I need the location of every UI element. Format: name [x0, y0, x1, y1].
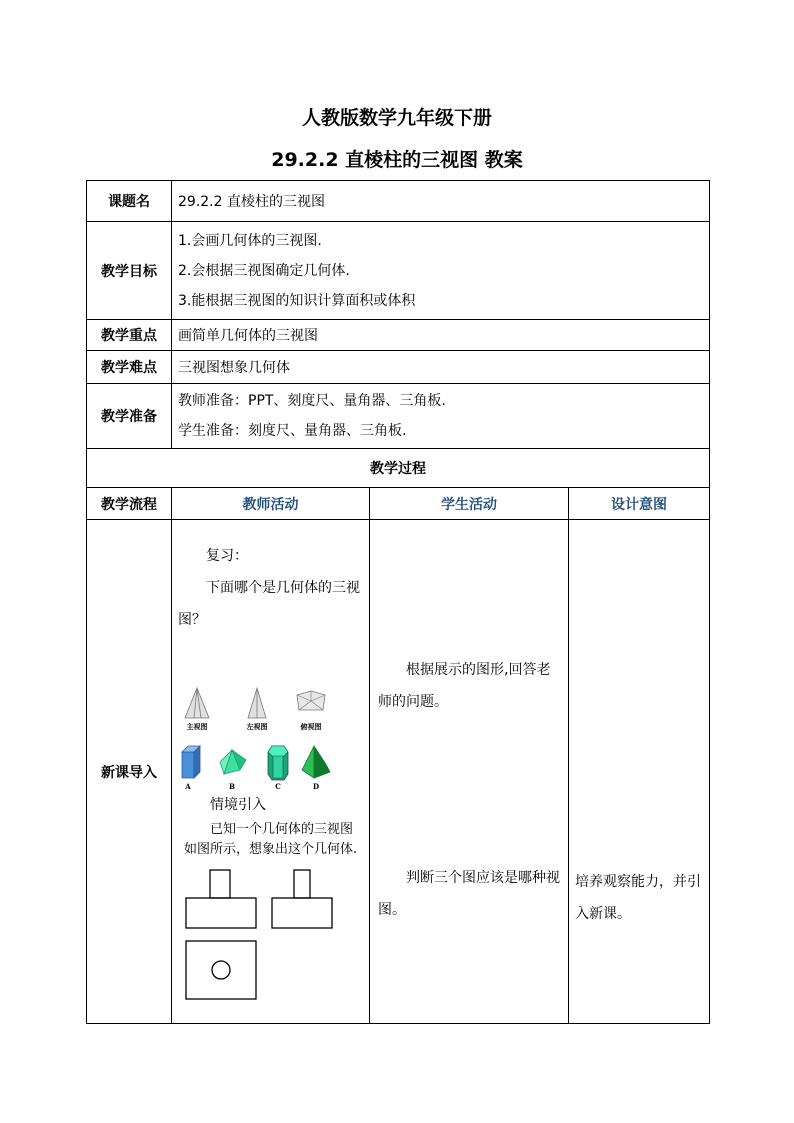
prep-label: 教学准备	[87, 384, 172, 449]
front-view-drawing-icon	[186, 870, 256, 928]
difficulty-label: 教学难点	[87, 351, 172, 384]
prep-item: 教师准备：PPT、刻度尺、量角器、三角板.	[178, 393, 446, 409]
solid-options-figure	[180, 744, 370, 792]
design-intent	[569, 520, 710, 1024]
prep-list	[172, 384, 710, 449]
header-student: 学生活动	[370, 488, 569, 520]
row-difficulty	[87, 351, 710, 384]
row-topic	[87, 181, 710, 222]
goal-item: 2.会根据三视图确定几何体.	[178, 262, 350, 279]
goal-item: 1.会画几何体的三视图.	[178, 232, 322, 249]
row-intro	[87, 520, 710, 1024]
student-answer-2: 判断三个图应该是哪种视图。	[378, 869, 560, 918]
row-key	[87, 320, 710, 351]
top-view-label: 俯视图	[300, 722, 322, 731]
row-prep	[87, 384, 710, 449]
top-view-drawing-icon	[186, 941, 256, 999]
option-b-pyramid-icon	[220, 750, 246, 774]
intent-text: 培养观察能力，并引入新课。	[575, 873, 701, 922]
stage-label: 新课导入	[87, 520, 172, 1024]
prep-item: 学生准备：刻度尺、量角器、三角板.	[178, 423, 407, 439]
goals-list	[172, 222, 710, 320]
student-answer-1: 根据展示的图形,回答老师的问题。	[378, 661, 551, 710]
option-b-label: B	[229, 781, 235, 791]
row-goals	[87, 222, 710, 320]
left-view-drawing-icon	[272, 870, 332, 928]
document-title: 人教版数学九年级下册	[301, 107, 492, 129]
front-view-label: 主视图	[186, 722, 208, 731]
difficulty-value: 三视图想象几何体	[172, 351, 710, 384]
scenario-text: 已知一个几何体的三视图如图所示，想象出这个几何体.	[184, 821, 358, 857]
header-teacher: 教师活动	[172, 488, 370, 520]
row-process-headers	[87, 488, 710, 520]
student-activity	[370, 520, 569, 1024]
option-d-pyramid-icon	[302, 746, 330, 778]
lesson-plan-table	[86, 180, 710, 1024]
review-question: 下面哪个是几何体的三视图？	[178, 579, 360, 628]
top-view-icon	[297, 691, 325, 710]
header-flow: 教学流程	[87, 488, 172, 520]
goal-item: 3.能根据三视图的知识计算面积或体积	[178, 292, 416, 309]
option-a-label: A	[185, 781, 191, 791]
unknown-solid-views-figure	[184, 868, 364, 1008]
option-c-hexagonal-prism-icon	[268, 746, 288, 780]
key-value: 画简单几何体的三视图	[172, 320, 710, 351]
option-c-label: C	[275, 781, 281, 791]
scenario-label: 情境引入	[210, 796, 266, 813]
option-d-label: D	[312, 781, 320, 791]
header-intent: 设计意图	[569, 488, 710, 520]
left-view-label: 左视图	[246, 722, 268, 731]
three-views-figure	[180, 686, 370, 732]
teacher-activity	[172, 520, 370, 1024]
goals-label: 教学目标	[87, 222, 172, 320]
front-view-icon	[185, 688, 209, 718]
process-title: 教学过程	[87, 449, 710, 488]
review-label: 复习：	[206, 547, 248, 564]
row-process-title	[87, 449, 710, 488]
topic-value: 29.2.2 直棱柱的三视图	[172, 181, 710, 222]
option-a-prism-icon	[182, 746, 200, 778]
left-view-icon	[248, 688, 266, 718]
key-label: 教学重点	[87, 320, 172, 351]
topic-label: 课题名	[87, 181, 172, 222]
lesson-title: 29.2.2 直棱柱的三视图 教案	[271, 149, 523, 171]
